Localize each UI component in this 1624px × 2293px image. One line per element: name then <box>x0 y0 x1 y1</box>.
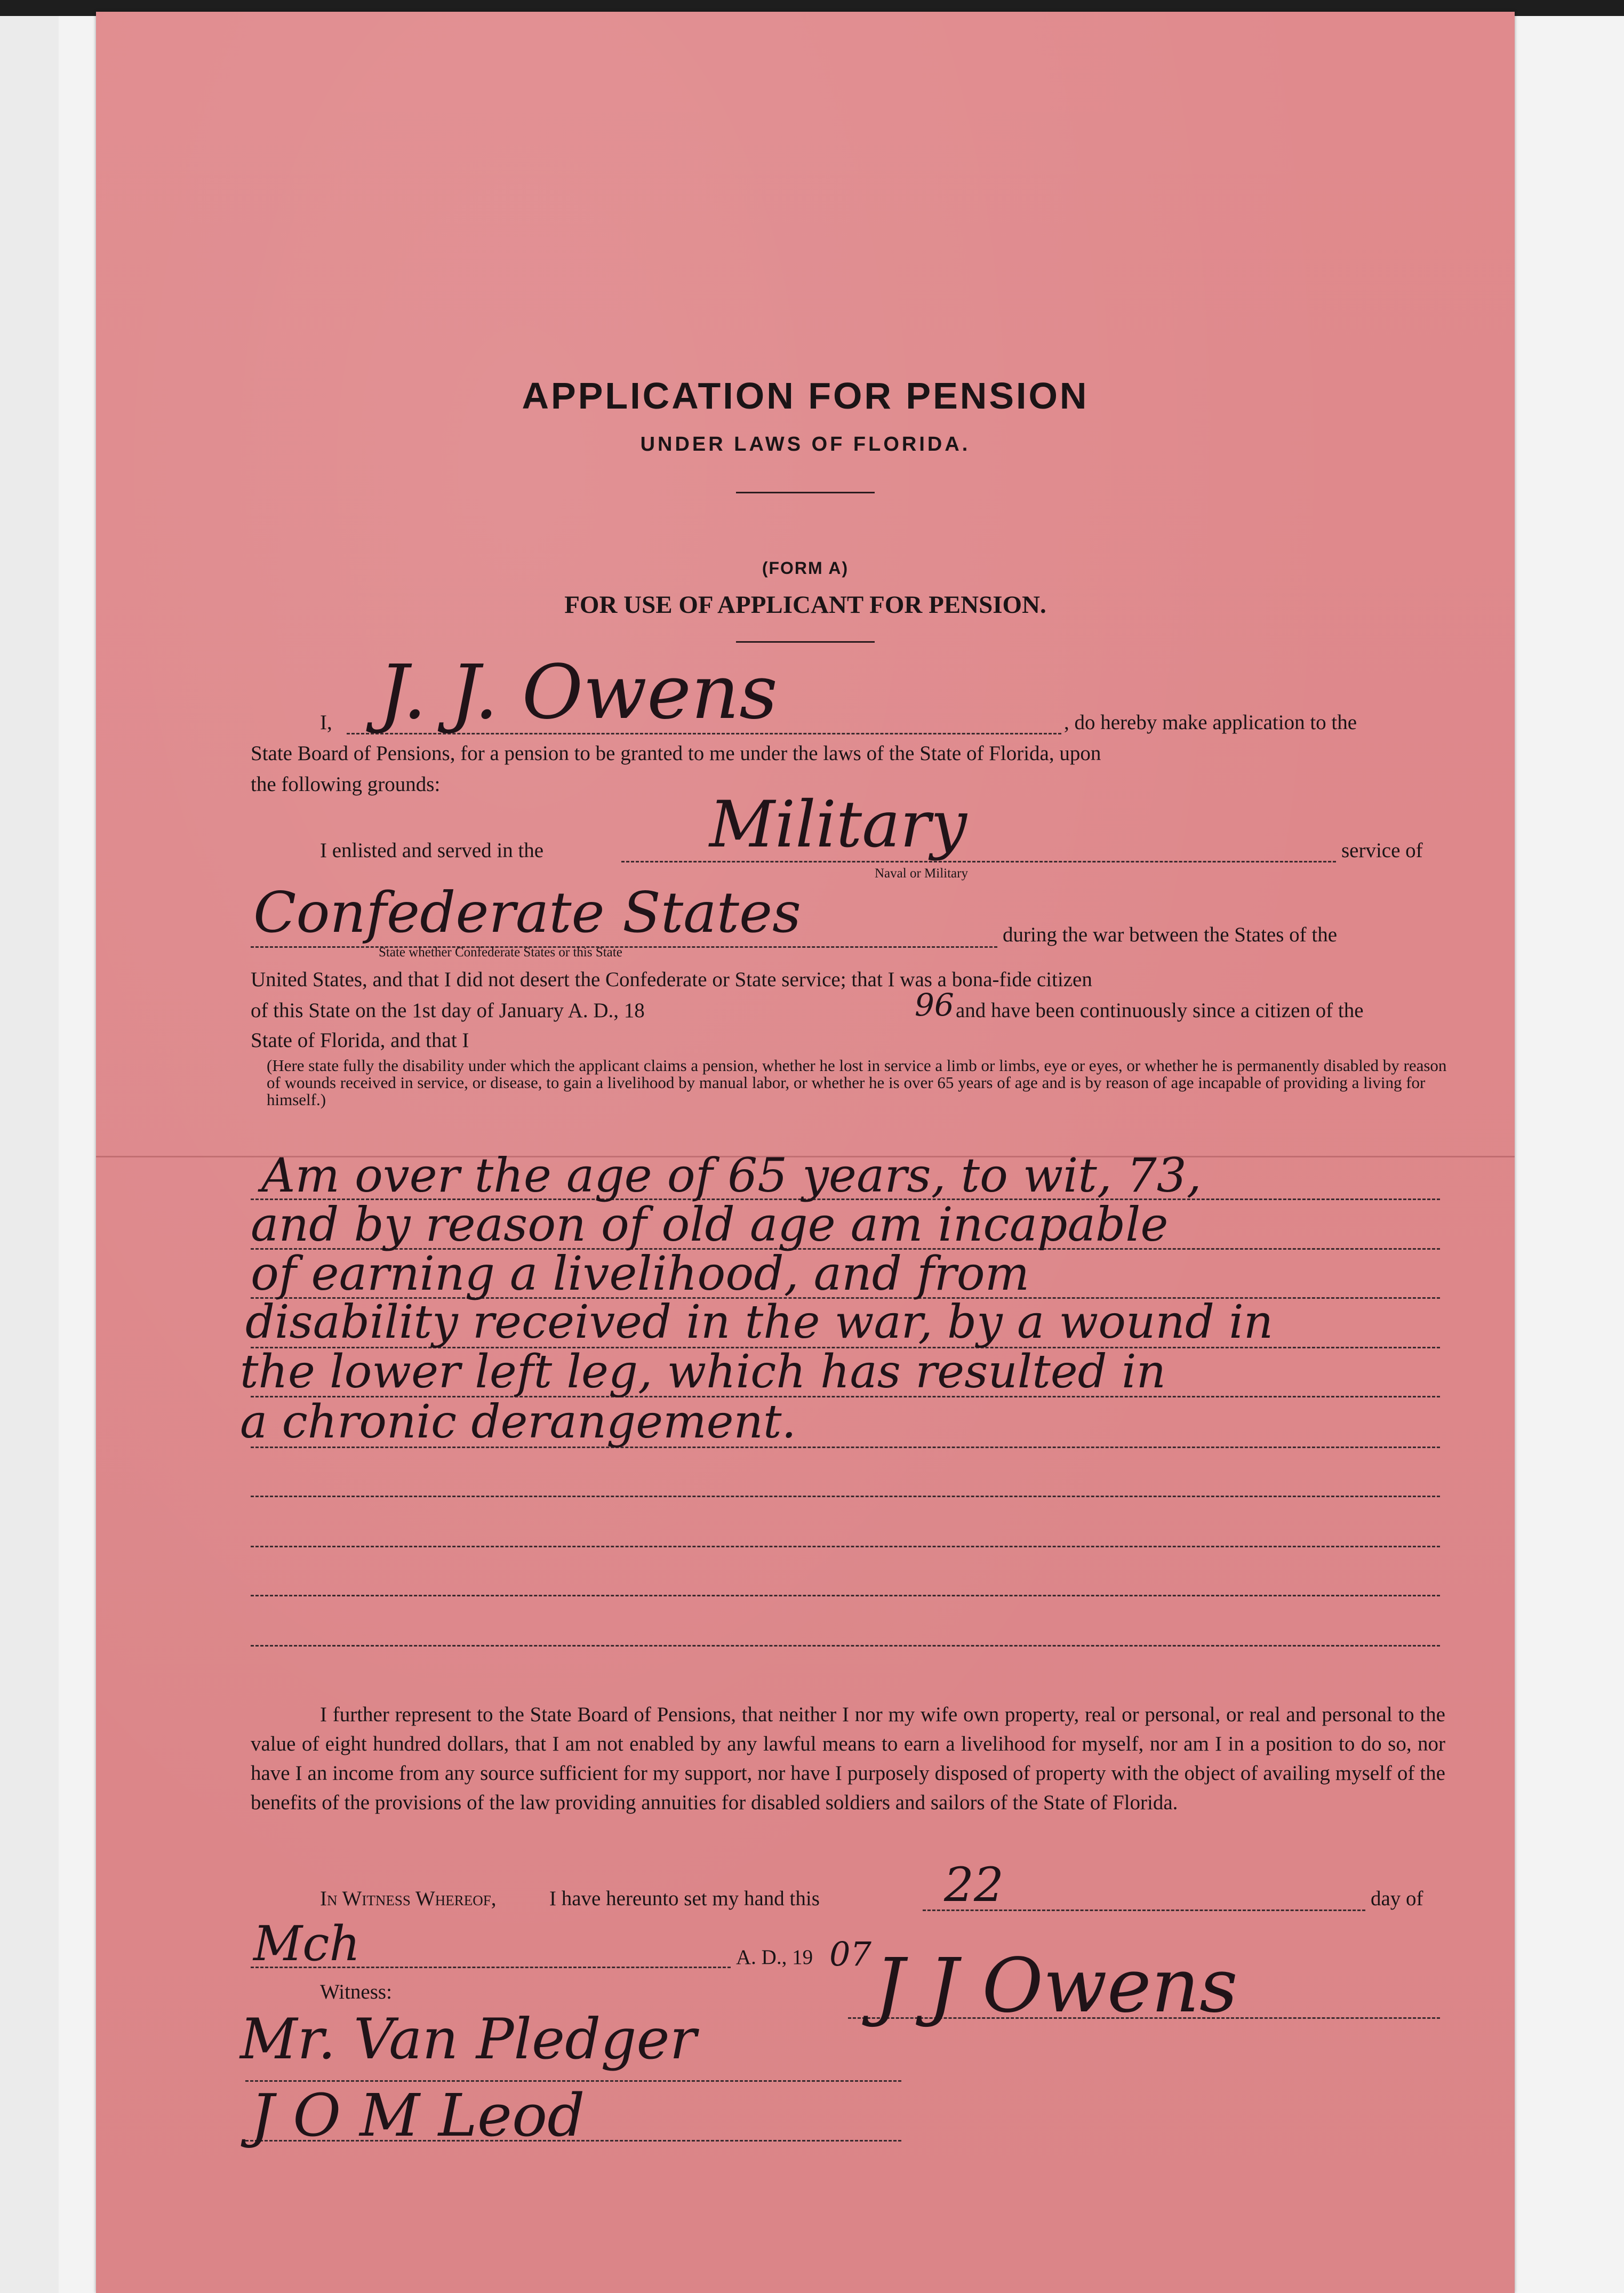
applicant-signature: J J Owens <box>875 1943 1238 2030</box>
ad-label: A. D., 19 <box>736 1946 813 1969</box>
disability-handwriting: of earning a livelihood, and from <box>251 1246 1030 1301</box>
applicant-name-handwriting: J. J. Owens <box>379 649 778 736</box>
witness-clause-text: I have hereunto set my hand this <box>549 1887 820 1910</box>
application-text: State Board of Pensions, for a pension to be granted to me under the laws of the State of Florida, upon <box>251 742 1101 765</box>
witness-label: Witness: <box>320 1980 392 2003</box>
disability-handwriting: a chronic derangement. <box>240 1395 796 1449</box>
disability-handwriting: the lower left leg, which has resulted in <box>240 1345 1166 1399</box>
witness-signature: Mr. Van Pledger <box>240 2007 697 2072</box>
page-subtitle: UNDER LAWS OF FLORIDA. <box>640 433 971 456</box>
answer-line <box>251 1546 1440 1547</box>
form-code: (FORM A) <box>762 558 849 578</box>
naval-hint: Naval or Military <box>875 866 968 881</box>
disability-handwriting: Am over the age of 65 years, to wit, 73, <box>261 1148 1202 1203</box>
application-text: and have been continuously since a citizen of the <box>956 999 1364 1022</box>
day-handwriting: 22 <box>944 1857 1004 1912</box>
disability-instruction: (Here state fully the disability under which the applicant claims a pension, whether he lost in service a limb or limbs, eye or eyes, or whether he is permanently disabled by reason of wounds received in service, or disease, to gain a livelihood by manual labor, or whether he is over 65 years of age and is by reason of age incapable of providing a living for himself.) <box>267 1056 1447 1109</box>
witness-clause-prefix: In Witness Whereof, <box>320 1887 497 1910</box>
service-of-label: service of <box>1341 839 1423 862</box>
answer-line <box>251 1645 1440 1647</box>
state-hint: State whether Confederate States or this State <box>379 945 622 960</box>
disability-handwriting: disability received in the war, by a wound in <box>245 1296 1274 1349</box>
applicant-prefix: I, <box>320 711 332 734</box>
answer-line <box>251 1496 1440 1497</box>
application-text: during the war between the States of the <box>1003 923 1338 946</box>
page-title: APPLICATION FOR PENSION <box>522 375 1089 417</box>
application-text: State of Florida, and that I <box>251 1029 469 1052</box>
divider <box>736 492 875 493</box>
month-handwriting: Mch <box>253 1916 361 1972</box>
form-use-heading: FOR USE OF APPLICANT FOR PENSION. <box>564 591 1046 619</box>
application-text: United States, and that I did not desert the Confederate or State service; that I was a bona-fide citizen <box>251 968 1092 991</box>
application-text: the following grounds: <box>251 773 441 796</box>
answer-line <box>251 1595 1440 1596</box>
divider <box>736 641 875 643</box>
representation-paragraph: I further represent to the State Board of Pensions, that neither I nor my wife own property, real or personal, or real and personal to the value of eight hundred dollars, that I am not enabled by any lawful means to earn a livelihood for myself, nor am I in a position to do so, nor have I an income from any source sufficient for my support, nor have I purposely disposed of property with the object of availing myself of the benefits of the provisions of the law providing annuities for disabled soldiers and sailors of the State of Florida. <box>251 1703 1445 1814</box>
disability-handwriting: and by reason of old age am incapable <box>251 1197 1169 1252</box>
pension-application-page <box>96 12 1515 2293</box>
enlisted-label: I enlisted and served in the <box>320 839 544 862</box>
application-text: , do hereby make application to the <box>1064 711 1357 734</box>
day-of-label: day of <box>1371 1887 1423 1910</box>
branch-handwriting: Military <box>709 788 967 862</box>
application-text: of this State on the 1st day of January A. D., 18 <box>251 999 645 1022</box>
witness-signature: J O M Leod <box>251 2081 585 2150</box>
year-end-handwriting: 07 <box>829 1935 871 1974</box>
side-handwriting: Confederate States <box>253 880 801 945</box>
year-handwriting: 96 <box>915 987 954 1023</box>
side-line <box>251 946 997 948</box>
scan-background-left <box>0 0 59 2293</box>
